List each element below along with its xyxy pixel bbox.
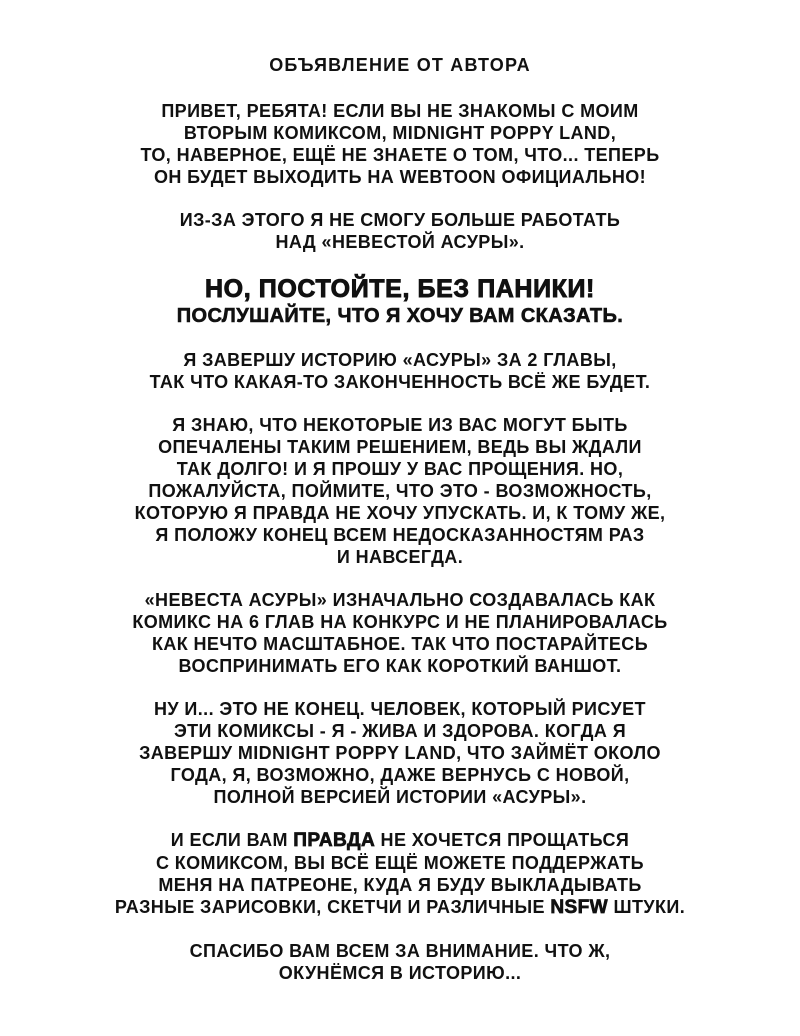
emphasized-text: NSFW xyxy=(550,897,609,918)
text-segment: НЕ ХОЧЕТСЯ ПРОЩАТЬСЯ xyxy=(375,830,630,850)
paragraph-oneshot xyxy=(0,589,800,677)
paragraph-two-chapters xyxy=(0,349,800,393)
text-line: НО, ПОСТОЙТЕ, БЕЗ ПАНИКИ! xyxy=(205,275,595,303)
text-line: ТАК ЧТО КАКАЯ-ТО ЗАКОНЧЕННОСТЬ ВСЁ ЖЕ БУДЕТ. xyxy=(149,372,651,392)
text-line xyxy=(0,896,800,919)
paragraph-apology xyxy=(0,414,800,568)
paragraph-no-panic-heading xyxy=(0,274,800,328)
text-line: ЭТИ КОМИКСЫ - Я - ЖИВА И ЗДОРОВА. КОГДА Я xyxy=(173,721,627,741)
text-line: ТАК ДОЛГО! И Я ПРОШУ У ВАС ПРОЩЕНИЯ. НО, xyxy=(176,459,624,479)
text-segment: ШТУКИ. xyxy=(608,897,686,917)
text-line: Я ПОЛОЖУ КОНЕЦ ВСЕМ НЕДОСКАЗАННОСТЯМ РАЗ xyxy=(155,525,645,545)
text-line: С КОМИКСОМ, ВЫ ВСЁ ЕЩЁ МОЖЕТЕ ПОДДЕРЖАТЬ xyxy=(155,853,645,873)
text-line: ПРИВЕТ, РЕБЯТА! ЕСЛИ ВЫ НЕ ЗНАКОМЫ С МОИМ xyxy=(161,101,639,121)
paragraph-patreon xyxy=(0,829,800,919)
text-line: КОТОРУЮ Я ПРАВДА НЕ ХОЧУ УПУСКАТЬ. И, К ТОМУ ЖЕ, xyxy=(134,503,666,523)
text-line: ОПЕЧАЛЕНЫ ТАКИМ РЕШЕНИЕМ, ВЕДЬ ВЫ ЖДАЛИ xyxy=(158,437,642,457)
text-line: МЕНЯ НА ПАТРЕОНЕ, КУДА Я БУДУ ВЫКЛАДЫВАТЬ xyxy=(158,875,642,895)
text-line: ОКУНЁМСЯ В ИСТОРИЮ... xyxy=(278,963,522,983)
text-line: ПОСЛУШАЙТЕ, ЧТО Я ХОЧУ ВАМ СКАЗАТЬ. xyxy=(176,305,624,327)
text-line: СПАСИБО ВАМ ВСЕМ ЗА ВНИМАНИЕ. ЧТО Ж, xyxy=(189,941,611,961)
paragraph-not-the-end xyxy=(0,698,800,808)
text-line: Я ЗНАЮ, ЧТО НЕКОТОРЫЕ ИЗ ВАС МОГУТ БЫТЬ xyxy=(172,415,628,435)
text-line: ТО, НАВЕРНОЕ, ЕЩЁ НЕ ЗНАЕТЕ О ТОМ, ЧТО... ТЕПЕРЬ xyxy=(140,145,660,165)
text-line: НАД «НЕВЕСТОЙ АСУРЫ». xyxy=(275,232,525,252)
text-line: И НАВСЕГДА. xyxy=(336,547,464,567)
text-line: ОН БУДЕТ ВЫХОДИТЬ НА WEBTOON ОФИЦИАЛЬНО! xyxy=(153,167,647,187)
text-line: ПОЛНОЙ ВЕРСИЕЙ ИСТОРИИ «АСУРЫ». xyxy=(213,787,587,807)
text-segment: РАЗНЫЕ ЗАРИСОВКИ, СКЕТЧИ И РАЗЛИЧНЫЕ xyxy=(114,897,551,917)
text-line: Я ЗАВЕРШУ ИСТОРИЮ «АСУРЫ» ЗА 2 ГЛАВЫ, xyxy=(183,350,617,370)
text-line: ГОДА, Я, ВОЗМОЖНО, ДАЖЕ ВЕРНУСЬ С НОВОЙ, xyxy=(170,765,630,785)
text-line: НУ И... ЭТО НЕ КОНЕЦ. ЧЕЛОВЕК, КОТОРЫЙ РИСУЕТ xyxy=(154,699,646,719)
text-line: ЗАВЕРШУ MIDNIGHT POPPY LAND, ЧТО ЗАЙМЁТ ОКОЛО xyxy=(139,743,661,763)
page-title: ОБЪЯВЛЕНИЕ ОТ АВТОРА xyxy=(269,55,531,75)
paragraph-thanks xyxy=(0,940,800,984)
paragraph-intro xyxy=(0,100,800,188)
text-line: «НЕВЕСТА АСУРЫ» ИЗНАЧАЛЬНО СОЗДАВАЛАСЬ КАК xyxy=(144,590,656,610)
text-line: ПОЖАЛУЙСТА, ПОЙМИТЕ, ЧТО ЭТО - ВОЗМОЖНОСТЬ, xyxy=(148,481,652,501)
text-line: ИЗ-ЗА ЭТОГО Я НЕ СМОГУ БОЛЬШЕ РАБОТАТЬ xyxy=(179,210,621,230)
paragraph-reason xyxy=(0,209,800,253)
text-segment: И ЕСЛИ ВАМ xyxy=(170,830,294,850)
emphasized-text: ПРАВДА xyxy=(293,830,376,851)
text-line: КАК НЕЧТО МАСШТАБНОЕ. ТАК ЧТО ПОСТАРАЙТЕСЬ xyxy=(151,634,649,654)
text-line: ВТОРЫМ КОМИКСОМ, MIDNIGHT POPPY LAND, xyxy=(183,123,617,143)
text-line: ВОСПРИНИМАТЬ ЕГО КАК КОРОТКИЙ ВАНШОТ. xyxy=(178,656,622,676)
announcement-body xyxy=(0,100,800,984)
text-line: КОМИКС НА 6 ГЛАВ НА КОНКУРС И НЕ ПЛАНИРОВАЛАСЬ xyxy=(132,612,668,632)
text-line xyxy=(0,829,800,852)
